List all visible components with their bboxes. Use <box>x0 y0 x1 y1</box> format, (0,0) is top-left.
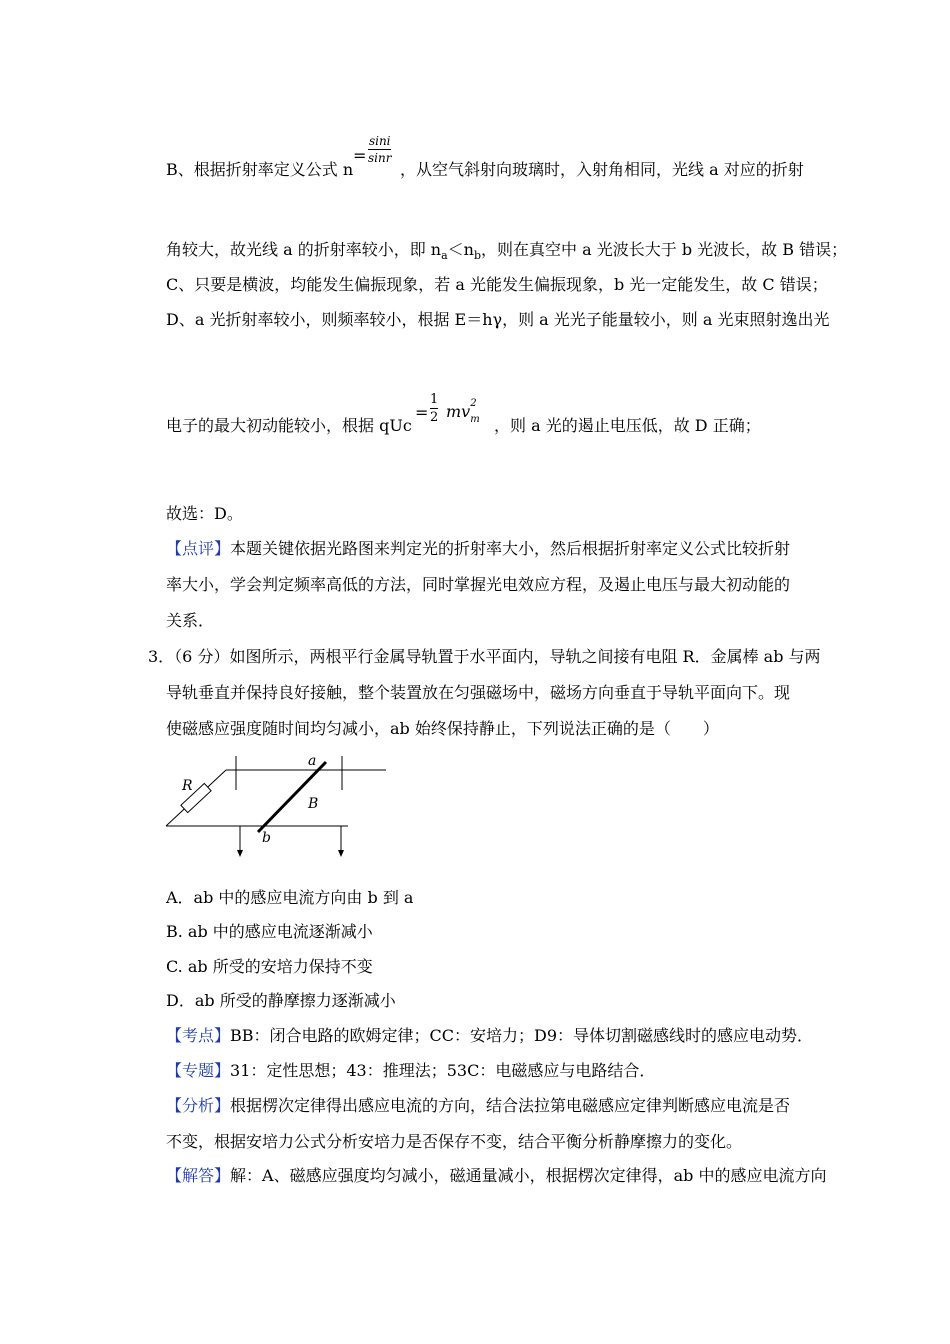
text-line: C、只要是横波，均能发生偏振现象，若 a 光能发生偏振现象，b 光一定能发生，故 C 错误； <box>166 275 828 294</box>
formula-mv: mv 2 m <box>446 398 480 425</box>
jieda-line: 【解答】解：A、磁感应强度均匀减小，磁通量减小，根据楞次定律得，ab 中的感应电流方向 <box>166 1166 827 1185</box>
text-line: B、根据折射率定义公式 n <box>166 160 354 179</box>
text-line: 率大小，学会判定频率高低的方法，同时掌握光电效应方程，及遏止电压与最大初动能的 <box>166 575 791 594</box>
kaodian-line: 【考点】BB：闭合电路的欧姆定律；CC：安培力；D9：导体切割磁感线时的感应电动势． <box>166 1026 814 1045</box>
text-line: 关系． <box>166 611 215 630</box>
text-line: 使磁感应强度随时间均匀减小，ab 始终保持静止，下列说法正确的是（ ） <box>166 719 719 738</box>
equals-sign: = <box>353 146 367 165</box>
comment-paragraph: 【点评】本题关键依据光路图来判定光的折射率大小，然后根据折射率定义公式比较折射 <box>166 539 791 558</box>
arrow-head-icon <box>237 850 243 857</box>
label-R: R <box>182 778 193 794</box>
text-line: 电子的最大初动能较小，根据 qUc <box>166 416 412 435</box>
rails-figure <box>160 750 390 865</box>
equals-sign: = <box>415 403 429 422</box>
text-line: ，则 a 光的遏止电压低，故 D 正确； <box>494 416 761 435</box>
fraction-denominator: sinr <box>368 151 392 165</box>
text-line: 导轨垂直并保持良好接触，整个装置放在匀强磁场中，磁场方向垂直于导轨平面向下。现 <box>166 683 791 702</box>
label-b: b <box>262 830 271 846</box>
zhuanti-line: 【专题】31：定性思想；43：推理法；53C：电磁感应与电路结合． <box>166 1061 656 1080</box>
half-fraction: 1 2 <box>430 392 439 425</box>
text-line: ，从空气斜射向玻璃时，入射角相同，光线 a 对应的折射 <box>400 160 804 179</box>
text-line: 角较大，故光线 a 的折射率较小，即 $n_a<n_b$，则在真空中 a 光波长大于 b 光波长，故 B 错误； <box>166 240 848 263</box>
text-line: 故选：D。 <box>166 504 243 523</box>
option-b: B. ab 中的感应电流逐渐减小 <box>166 922 373 941</box>
label-a: a <box>308 753 317 769</box>
question-stem: 3．（6 分）如图所示，两根平行金属导轨置于水平面内，导轨之间接有电阻 R．金属棒 ab 与两 <box>148 647 821 666</box>
text-line: 不变，根据安培力公式分析安培力是否保存不变，结合平衡分析静摩擦力的变化。 <box>166 1132 743 1151</box>
text-line: D、a 光折射率较小，则频率较小，根据 E＝hγ，则 a 光光子能量较小，则 a 光束照射逸出光 <box>166 310 830 329</box>
label-B: B <box>308 796 319 812</box>
fenxi-line: 【分析】根据楞次定律得出感应电流的方向，结合法拉第电磁感应定律判断感应电流是否 <box>166 1096 791 1115</box>
fraction <box>368 134 391 165</box>
option-a: A．ab 中的感应电流方向由 b 到 a <box>166 888 414 907</box>
fraction-numerator: sini <box>368 134 391 148</box>
option-c: C. ab 所受的安培力保持不变 <box>166 957 373 976</box>
arrow-head-icon <box>338 850 344 857</box>
option-d: D．ab 所受的静摩擦力逐渐减小 <box>166 991 396 1010</box>
